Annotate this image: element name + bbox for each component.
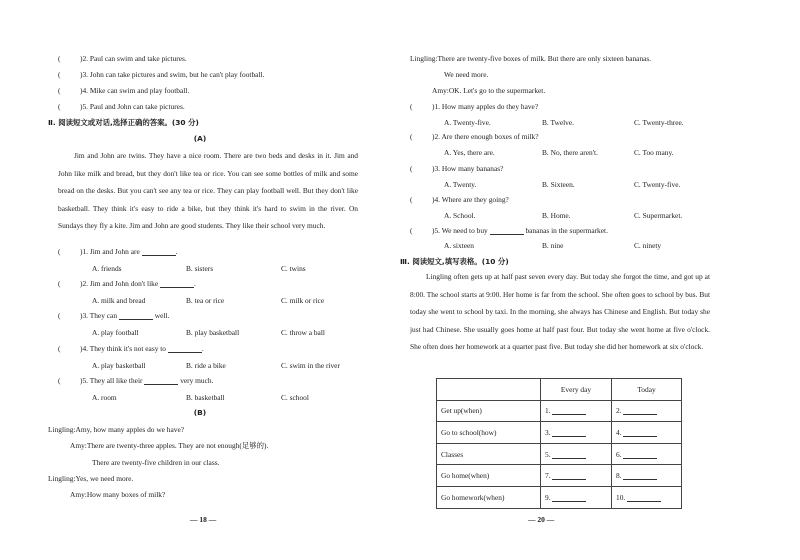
row-label: Go to school(how) (437, 422, 541, 444)
section-heading: Ⅲ. 阅读短文,填写表格。(10 分) (400, 257, 509, 266)
row-label: Go home(when) (437, 465, 541, 487)
table-cell[interactable]: 5. (541, 443, 612, 465)
part-label: (A) (193, 134, 207, 143)
option: A. Twenty-five. (444, 118, 491, 127)
option: A. Twenty. (444, 180, 477, 189)
question: ( )5. They all like their very much. (58, 376, 214, 385)
row-label: Go homework(when) (437, 486, 541, 508)
option: C. ninety (634, 241, 662, 250)
option: B. Home. (542, 211, 571, 220)
table-row (437, 400, 682, 422)
option: C. Twenty-three. (634, 118, 684, 127)
answer-table (436, 378, 682, 509)
dialogue-line: Lingling:Amy, how many apples do we have? (48, 425, 185, 434)
option: B. No, there aren't. (542, 148, 598, 157)
option: C. swim in the river (281, 361, 340, 370)
table-cell[interactable]: 8. (612, 465, 682, 487)
list-item: ( )2. Paul can swim and take pictures. (58, 54, 187, 63)
option: A. School. (444, 211, 476, 220)
question: ( )3. They can well. (58, 311, 170, 320)
question: ( )3. How many bananas? (410, 164, 504, 173)
table-header-row (437, 379, 682, 401)
option: C. twins (281, 264, 306, 273)
option: C. Too many. (634, 148, 674, 157)
table-cell[interactable]: 3. (541, 422, 612, 444)
dialogue-line: Amy:OK. Let's go to the supermarket. (432, 86, 546, 95)
option: B. ride a bike (186, 361, 226, 370)
option: B. Sixteen. (542, 180, 575, 189)
reading-passage: Jim and John are twins. They have a nice room. There are two beds and desks in it. Jim and John like milk and bread, but they don't like tea or rice. You can see some bottles of milk and some bread on the desks. But you can't see any tea or rice. They can play football well. But they don't like basketball. They think it's easy to ride a bike, but they think it's hard to swim in the river. On Sundays they fly a kite. Jim and John are good students. They like their school very much. (58, 151, 358, 231)
question: ( )1. How many apples do they have? (410, 102, 539, 111)
row-label: Get up(when) (437, 400, 541, 422)
table-header: Today (612, 379, 682, 401)
dialogue-line: Lingling:Yes, we need more. (48, 474, 134, 483)
option: C. Twenty-five. (634, 180, 681, 189)
option: B. basketball (186, 393, 225, 402)
answer-blank[interactable] (160, 279, 194, 288)
table-cell[interactable]: 9. (541, 486, 612, 508)
dialogue-line: Amy:How many boxes of milk? (70, 490, 166, 499)
option: B. tea or rice (186, 296, 225, 305)
table-row (437, 422, 682, 444)
dialogue-line: There are twenty-five children in our class. (92, 458, 220, 467)
option: C. Supermarket. (634, 211, 683, 220)
table-header: Every day (541, 379, 612, 401)
option: C. throw a ball (281, 328, 325, 337)
option: A. play basketball (92, 361, 146, 370)
section-heading: Ⅱ. 阅读短文或对话,选择正确的答案。(30 分) (48, 118, 199, 127)
answer-blank[interactable] (142, 247, 176, 256)
question: ( )2. Jim and John don't like . (58, 279, 196, 288)
page-number: — 18 — (190, 515, 217, 524)
option: A. play football (92, 328, 139, 337)
answer-blank[interactable] (490, 226, 524, 235)
page-number: — 20 — (528, 515, 555, 524)
question: ( )4. They think it's not easy to . (58, 344, 204, 353)
option: A. milk and bread (92, 296, 146, 305)
table-cell[interactable]: 10. (612, 486, 682, 508)
question: ( )4. Where are they going? (410, 195, 509, 204)
table-cell[interactable]: 7. (541, 465, 612, 487)
table-cell[interactable]: 1. (541, 400, 612, 422)
option: A. friends (92, 264, 122, 273)
option: B. nine (542, 241, 564, 250)
dialogue-line: Lingling:There are twenty-five boxes of milk. But there are only sixteen bananas. (410, 54, 652, 63)
option: A. Yes, there are. (444, 148, 495, 157)
option: B. play basketball (186, 328, 240, 337)
list-item: ( )5. Paul and John can take pictures. (58, 102, 185, 111)
question: ( )2. Are there enough boxes of milk? (410, 132, 539, 141)
table-cell[interactable]: 6. (612, 443, 682, 465)
option: C. school (281, 393, 309, 402)
table-cell[interactable]: 2. (612, 400, 682, 422)
list-item: ( )4. Mike can swim and play football. (58, 86, 190, 95)
option: A. sixteen (444, 241, 474, 250)
option: B. Twelve. (542, 118, 574, 127)
table-cell[interactable]: 4. (612, 422, 682, 444)
dialogue-line: We need more. (444, 70, 489, 79)
question: ( )5. We need to buy bananas in the supermarket. (410, 226, 608, 235)
option: C. milk or rice (281, 296, 325, 305)
list-item: ( )3. John can take pictures and swim, but he can't play football. (58, 70, 265, 79)
answer-blank[interactable] (144, 376, 178, 385)
table-header (437, 379, 541, 401)
part-label: (B) (193, 408, 207, 417)
table-row (437, 486, 682, 508)
option: A. room (92, 393, 117, 402)
table-row (437, 465, 682, 487)
row-label: Classes (437, 443, 541, 465)
answer-blank[interactable] (119, 311, 153, 320)
right-page (400, 0, 800, 560)
answer-blank[interactable] (168, 344, 202, 353)
reading-passage: Lingling often gets up at half past seven every day. But today she forgot the time, and got up at 8:00. The school starts at 9:00. Her home is far from the school. She often goes to school by bus. But today she went to school by taxi. In the morning, she always has Chinese and English. But today she just had Chinese. She usually goes home at half past four. But today she went home at five o'clock. She often does her homework at a quarter past five. But today she did her homework at six o'clock. (410, 272, 710, 352)
table-row (437, 443, 682, 465)
option: B. sisters (186, 264, 214, 273)
question: ( )1. Jim and John are . (58, 247, 178, 256)
dialogue-line: Amy:There are twenty-three apples. They are not enough(足够的). (70, 441, 269, 450)
